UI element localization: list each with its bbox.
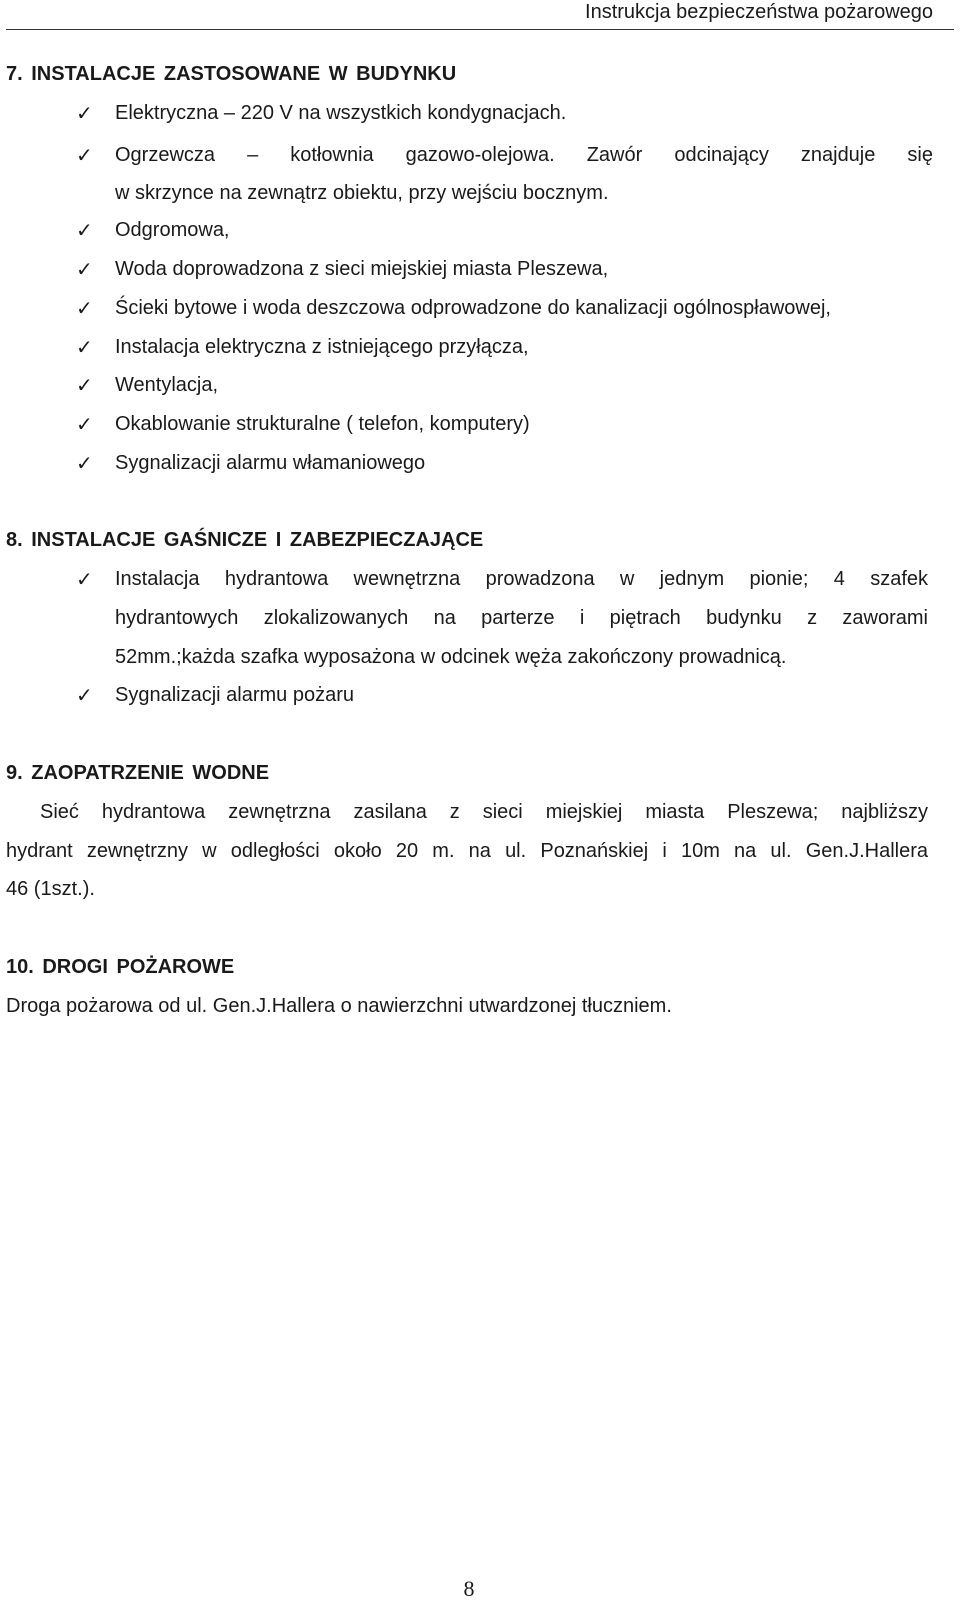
check-icon: ✓: [76, 335, 93, 359]
check-icon: ✓: [76, 143, 93, 167]
check-icon: ✓: [76, 101, 93, 125]
list-item-text-continued: 52mm.;każda szafka wyposażona w odcinek węża zakończony prowadnicą.: [115, 646, 787, 668]
list-item-text: Okablowanie strukturalne ( telefon, komputery): [115, 413, 530, 435]
paragraph-line: hydrant zewnętrzny w odległości około 20 m. na ul. Poznańskiej i 10m na ul. Gen.J.Hallera: [6, 840, 928, 862]
page-number: 8: [463, 1576, 475, 1601]
check-icon: ✓: [76, 296, 93, 320]
page-header: [0, 0, 960, 32]
header-title: Instrukcja bezpieczeństwa pożarowego: [585, 1, 933, 23]
list-item-text: Instalacja elektryczna z istniejącego przyłącza,: [115, 336, 529, 358]
section-8-heading: 8. INSTALACJE GAŚNICZE I ZABEZPIECZAJĄCE: [6, 529, 484, 551]
section-10-heading: 10. DROGI POŻAROWE: [6, 956, 235, 978]
paragraph-line: Sieć hydrantowa zewnętrzna zasilana z sieci miejskiej miasta Pleszewa; najbliższy: [40, 801, 928, 823]
list-item-text: Odgromowa,: [115, 219, 230, 241]
list-item-text: Ogrzewcza – kotłownia gazowo-olejowa. Zawór odcinający znajduje się: [115, 144, 933, 166]
check-icon: ✓: [76, 373, 93, 397]
list-item-text: Sygnalizacji alarmu pożaru: [115, 684, 355, 706]
check-icon: ✓: [76, 451, 93, 475]
check-icon: ✓: [76, 257, 93, 281]
paragraph-line: 46 (1szt.).: [6, 878, 95, 900]
list-item-text: Instalacja hydrantowa wewnętrzna prowadzona w jednym pionie; 4 szafek: [115, 568, 928, 590]
list-item-text-continued: hydrantowych zlokalizowanych na parterze i piętrach budynku z zaworami: [115, 607, 928, 629]
check-icon: ✓: [76, 567, 93, 591]
list-item-text-continued: w skrzynce na zewnątrz obiektu, przy wejściu bocznym.: [115, 182, 609, 204]
list-item-text: Woda doprowadzona z sieci miejskiej miasta Pleszewa,: [115, 258, 609, 280]
check-icon: ✓: [76, 218, 93, 242]
list-item-text: Elektryczna – 220 V na wszystkich kondygnacjach.: [115, 102, 567, 124]
list-item-text: Wentylacja,: [115, 374, 219, 396]
check-icon: ✓: [76, 683, 93, 707]
section-7-heading: 7. INSTALACJE ZASTOSOWANE W BUDYNKU: [6, 63, 457, 85]
paragraph-line: Droga pożarowa od ul. Gen.J.Hallera o nawierzchni utwardzonej tłuczniem.: [6, 995, 672, 1017]
list-item-text: Ścieki bytowe i woda deszczowa odprowadzone do kanalizacji ogólnospławowej,: [115, 297, 831, 319]
header-rule: [6, 29, 954, 30]
section-9-heading: 9. ZAOPATRZENIE WODNE: [6, 762, 270, 784]
list-item-text: Sygnalizacji alarmu włamaniowego: [115, 452, 426, 474]
check-icon: ✓: [76, 412, 93, 436]
